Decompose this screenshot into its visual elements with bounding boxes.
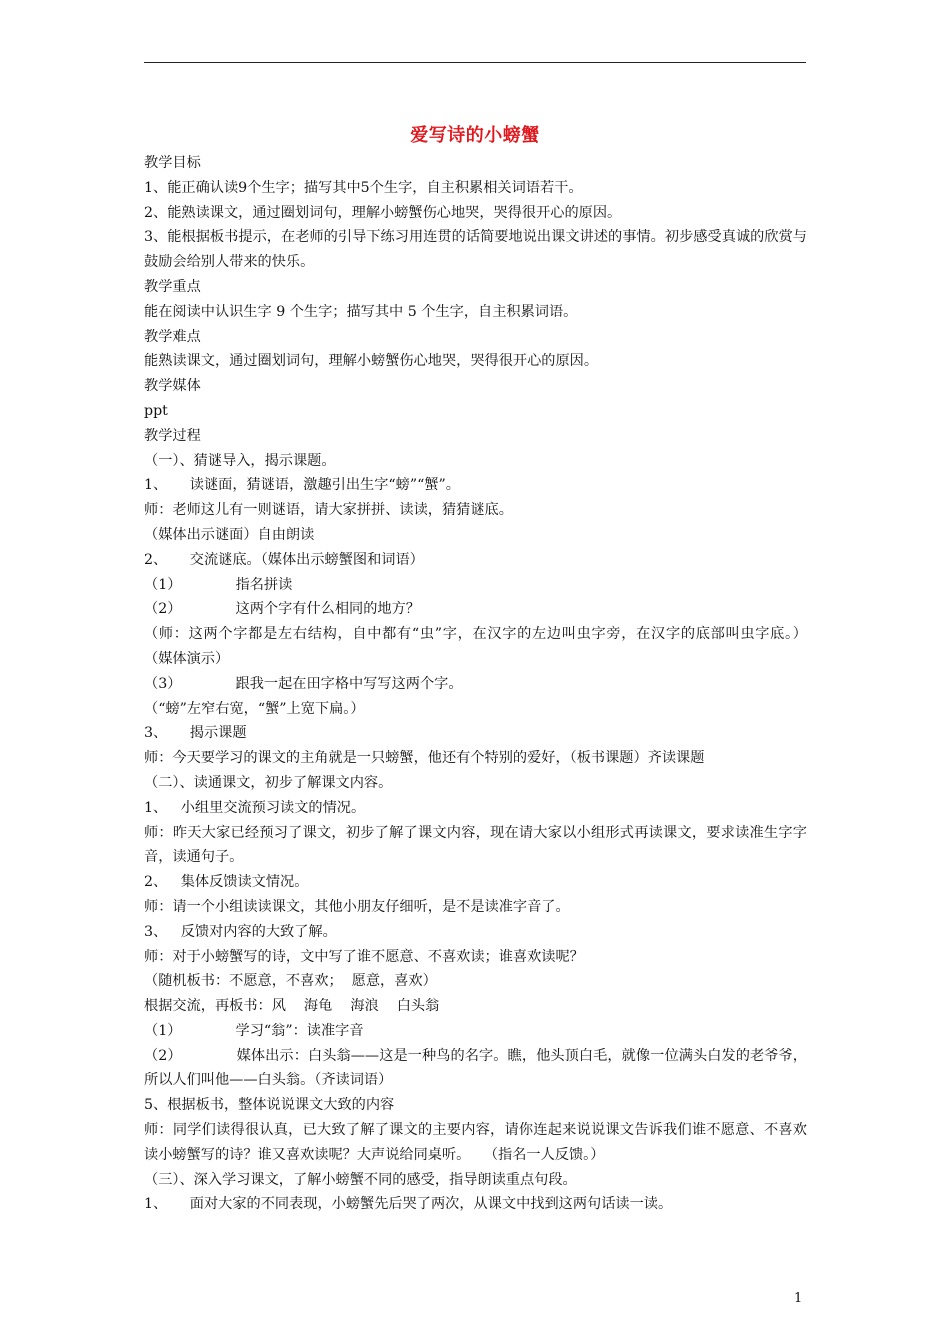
text-line: 教学重点 <box>144 278 201 295</box>
text-line: （1） 学习“翁”：读准字音 <box>144 1022 364 1039</box>
text-paragraph: （师：这两个字都是左右结构，自中都有“虫”字，在汉字的左边叫虫字旁，在汉字的底部叫虫字底。） （媒体演示） <box>144 626 826 667</box>
text-line: 师：请一个小组读读课文，其他小朋友仔细听，是不是读准字音了。 <box>144 898 570 915</box>
text-line: 3、 反馈对内容的大致了解。 <box>144 923 337 940</box>
text-line: 能熟读课文，通过圈划词句，理解小螃蟹伤心地哭，哭得很开心的原因。 <box>144 353 599 370</box>
text-line: （3） 跟我一起在田字格中写写这两个字。 <box>144 675 463 692</box>
text-line: 1、 面对大家的不同表现，小螃蟹先后哭了两次，从课文中找到这两句话读一读。 <box>144 1196 673 1213</box>
text-line: （“螃”左窄右宽，“蟹”上宽下扁。） <box>144 700 365 717</box>
text-line: 5、根据板书，整体说说课文大致的内容 <box>144 1097 395 1114</box>
text-paragraph: （2） 媒体出示：白头翁——这是一种鸟的名字。瞧，他头顶白毛，就像一位满头白发的老爷爷，所以人们叫他——白头翁。（齐读词语） <box>144 1047 807 1089</box>
text-line: 2、 集体反馈读文情况。 <box>144 874 309 891</box>
header-rule <box>144 62 806 63</box>
text-line: 师：对于小螃蟹写的诗，文中写了谁不愿意、不喜欢读；谁喜欢读呢？ <box>144 948 584 965</box>
text-line: 1、能正确认读9个生字；描写其中5个生字，自主积累相关词语若干。 <box>144 179 583 196</box>
text-line: （随机板书：不愿意，不喜欢； 愿意，喜欢） <box>144 973 437 990</box>
text-line: 师：老师这儿有一则谜语，请大家拼拼、读读，猜猜谜底。 <box>144 502 513 519</box>
text-line: （2） 这两个字有什么相同的地方？ <box>144 601 420 618</box>
text-line: （一）、猜谜导入，揭示课题。 <box>144 452 336 469</box>
text-line: 能在阅读中认识生字 9 个生字；描写其中 5 个生字，自主积累词语。 <box>144 303 578 320</box>
text-line: 教学过程 <box>144 427 201 444</box>
text-line: 3、 揭示课题 <box>144 725 247 742</box>
text-line: （1） 指名拼读 <box>144 576 293 593</box>
document-title: 爱写诗的小螃蟹 <box>410 125 540 146</box>
text-line: 根据交流，再板书：风 海龟 海浪 白头翁 <box>144 998 440 1015</box>
text-paragraph: 3、能根据板书提示，在老师的引导下练习用连贯的话简要地说出课文讲述的事情。初步感受真诚的欣赏与鼓励会给别人带来的快乐。 <box>144 229 807 271</box>
page-number: 1 <box>794 1291 803 1306</box>
text-paragraph: 师：同学们读得很认真，已大致了解了课文的主要内容，请你连起来说说课文告诉我们谁不愿意、不喜欢读小螃蟹写的诗？谁又喜欢读呢？大声说给同桌听。 （指名一人反馈。） <box>144 1122 807 1163</box>
text-line: （二）、读通课文，初步了解课文内容。 <box>144 774 393 791</box>
text-line: 教学目标 <box>144 155 201 171</box>
text-line: ppt <box>144 402 168 419</box>
text-line: 1、 读谜面，猜谜语，激趣引出生字“螃”“蟹”。 <box>144 477 460 494</box>
text-line: 2、能熟读课文，通过圈划词句，理解小螃蟹伤心地哭，哭得很开心的原因。 <box>144 204 622 221</box>
text-line: （媒体出示谜面）自由朗读 <box>144 526 315 543</box>
text-line: 1、 小组里交流预习读文的情况。 <box>144 799 366 816</box>
text-line: 教学媒体 <box>144 378 201 395</box>
document-body <box>144 151 826 1217</box>
text-line: （三）、深入学习课文，了解小螃蟹不同的感受，指导朗读重点句段。 <box>144 1171 577 1188</box>
text-paragraph: 师：昨天大家已经预习了课文，初步了解了课文内容，现在请大家以小组形式再读课文，要求读准生字字音，读通句子。 <box>144 824 807 866</box>
text-line: 教学难点 <box>144 328 201 345</box>
text-line: 2、 交流谜底。（媒体出示螃蟹图和词语） <box>144 551 424 568</box>
text-line: 师：今天要学习的课文的主角就是一只螃蟹，他还有个特别的爱好，（板书课题）齐读课题 <box>144 750 705 767</box>
